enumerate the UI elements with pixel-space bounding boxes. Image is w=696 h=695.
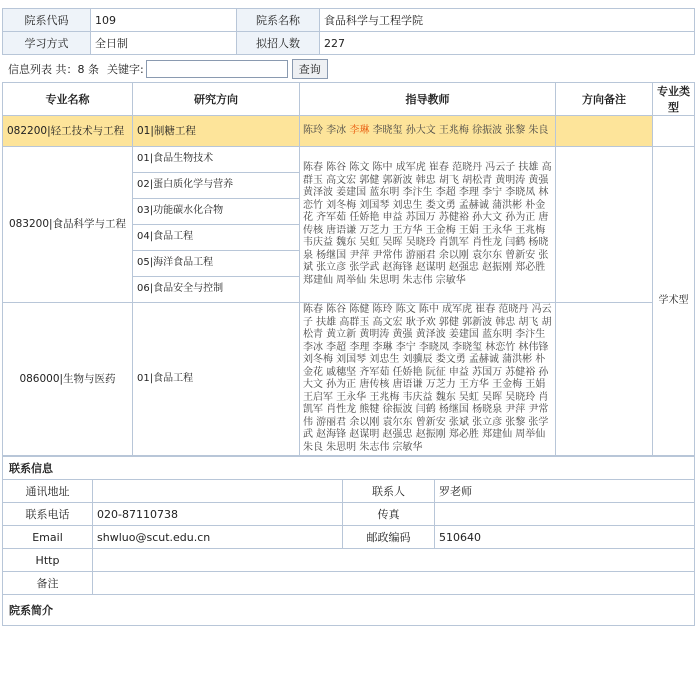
contact-row bbox=[3, 549, 695, 572]
major-name: 082200|轻工技术与工程 bbox=[3, 116, 133, 147]
header-type: 专业类型 bbox=[653, 83, 695, 116]
contact-row bbox=[3, 503, 695, 526]
contact-person-label: 联系人 bbox=[343, 480, 435, 503]
direction: 01|制糖工程 bbox=[133, 116, 300, 147]
enroll-plan: 227 bbox=[320, 32, 695, 55]
search-bar bbox=[2, 55, 694, 82]
direction-remark bbox=[556, 147, 653, 303]
http-value bbox=[93, 549, 695, 572]
enroll-plan-label: 拟招人数 bbox=[237, 32, 320, 55]
note-label: 备注 bbox=[3, 572, 93, 595]
majors-table bbox=[2, 82, 695, 456]
direction: 06|食品安全与控制 bbox=[133, 277, 300, 303]
teacher-names: 陈玲 李冰 bbox=[303, 124, 350, 136]
direction: 01|食品生物技术 bbox=[133, 147, 300, 173]
direction-remark bbox=[556, 116, 653, 147]
contact-section-title: 联系信息 bbox=[3, 457, 695, 480]
info-row-1 bbox=[3, 9, 695, 32]
info-row-2 bbox=[3, 32, 695, 55]
note-value bbox=[93, 572, 695, 595]
fax-label: 传真 bbox=[343, 503, 435, 526]
header-direction: 研究方向 bbox=[133, 83, 300, 116]
phone-label: 联系电话 bbox=[3, 503, 93, 526]
college-name: 食品科学与工程学院 bbox=[320, 9, 695, 32]
direction-remark bbox=[556, 303, 653, 456]
contact-table bbox=[2, 456, 695, 626]
email-label: Email bbox=[3, 526, 93, 549]
teacher-list: 陈春 陈谷 陈健 陈玲 陈文 陈中 成军虎 崔春 范晓丹 冯云子 扶雄 高群玉 高文宏 耿予欢 郭健 郭新波 韩忠 胡飞 胡松青 黄立新 黄明涛 黄强 黄泽波 姜建国 蓝东明 李汴生 李冰 李超 李理 李琳 李宁 李晓凤 李晓玺 林恋竹 林伟锋 刘冬梅 刘国琴 刘忠生 刘骥辰 娄文勇 孟赫诚 蒲洪彬 朴金花 戚穗坚 齐军茹 任娇艳 阮征 申益 苏国万 苏健裕 孙大文 孙为正 唐传核 唐语谦 万芝力 王方华 王金梅 王娟 王启军 王永华 王兆梅 韦庆益 魏东 吴虹 吴晖 吴晓玲 肖凯军 肖性龙 熊犍 徐振波 闫鹤 杨继国 杨晓泉 尹萍 尹常伟 游丽君 余以刚 袁尔东 曾新安 张斌 张立彦 张黎 张学武 赵海锋 赵谋明 赵强忠 赵振刚 郑必胜 郑建仙 周举仙 朱良 朱思明 朱志伟 宗敏华 bbox=[300, 303, 556, 456]
direction: 03|功能碳水化合物 bbox=[133, 199, 300, 225]
fax-value bbox=[435, 503, 695, 526]
teacher-list bbox=[300, 116, 556, 147]
teacher-highlight: 李琳 bbox=[349, 124, 370, 136]
study-mode: 全日制 bbox=[91, 32, 237, 55]
table-row[interactable] bbox=[3, 116, 695, 147]
college-info-table bbox=[2, 8, 695, 55]
query-button[interactable]: 查询 bbox=[292, 59, 328, 79]
header-major: 专业名称 bbox=[3, 83, 133, 116]
email-value: shwluo@scut.edu.cn bbox=[93, 526, 343, 549]
zip-value: 510640 bbox=[435, 526, 695, 549]
keyword-label: 关键字: bbox=[107, 62, 144, 76]
page bbox=[2, 0, 694, 626]
contact-row bbox=[3, 526, 695, 549]
address-value bbox=[93, 480, 343, 503]
header-teachers: 指导教师 bbox=[300, 83, 556, 116]
direction: 01|食品工程 bbox=[133, 303, 300, 456]
address-label: 通讯地址 bbox=[3, 480, 93, 503]
http-label: Http bbox=[3, 549, 93, 572]
teacher-names: 李晓玺 孙大文 王兆梅 徐振波 张黎 朱良 bbox=[369, 124, 549, 136]
contact-person: 罗老师 bbox=[435, 480, 695, 503]
table-header-row bbox=[3, 83, 695, 116]
major-type: 学术型 bbox=[653, 147, 695, 456]
direction: 05|海洋食品工程 bbox=[133, 251, 300, 277]
intro-section-title: 院系简介 bbox=[3, 595, 695, 626]
zip-label: 邮政编码 bbox=[343, 526, 435, 549]
major-type bbox=[653, 116, 695, 147]
header-remark: 方向备注 bbox=[556, 83, 653, 116]
college-name-label: 院系名称 bbox=[237, 9, 320, 32]
list-count-label: 信息列表 共：8 条 bbox=[8, 62, 99, 76]
contact-row bbox=[3, 480, 695, 503]
table-row[interactable] bbox=[3, 147, 695, 173]
study-mode-label: 学习方式 bbox=[3, 32, 91, 55]
keyword-input[interactable] bbox=[146, 60, 288, 78]
major-name: 083200|食品科学与工程 bbox=[3, 147, 133, 303]
direction: 02|蛋白质化学与营养 bbox=[133, 173, 300, 199]
teacher-list: 陈春 陈谷 陈文 陈中 成军虎 崔春 范晓丹 冯云子 扶雄 高群玉 高文宏 郭健 郭新波 韩忠 胡飞 胡松青 黄明涛 黄强 黄泽波 姜建国 蓝东明 李汴生 李超 李理 李宁 李晓凤 林恋竹 刘冬梅 刘国琴 刘忠生 娄文勇 孟赫诚 蒲洪彬 朴金花 齐军茹 任娇艳 申益 苏国万 苏健裕 孙大文 孙为正 唐传核 唐语谦 万芝力 王方华 王金梅 王娟 王永华 王兆梅 韦庆益 魏东 吴虹 吴晖 吴晓玲 肖凯军 肖性龙 闫鹤 杨晓泉 杨继国 尹萍 尹常伟 游丽君 余以刚 袁尔东 曾新安 张斌 张立彦 张学武 赵海锋 赵谋明 赵强忠 赵振刚 郑必胜 郑建仙 周举仙 朱思明 朱志伟 宗敏华 bbox=[300, 147, 556, 303]
contact-row bbox=[3, 572, 695, 595]
direction: 04|食品工程 bbox=[133, 225, 300, 251]
college-code: 109 bbox=[91, 9, 237, 32]
college-code-label: 院系代码 bbox=[3, 9, 91, 32]
table-row[interactable] bbox=[3, 303, 695, 456]
phone-value: 020-87110738 bbox=[93, 503, 343, 526]
major-name: 086000|生物与医药 bbox=[3, 303, 133, 456]
